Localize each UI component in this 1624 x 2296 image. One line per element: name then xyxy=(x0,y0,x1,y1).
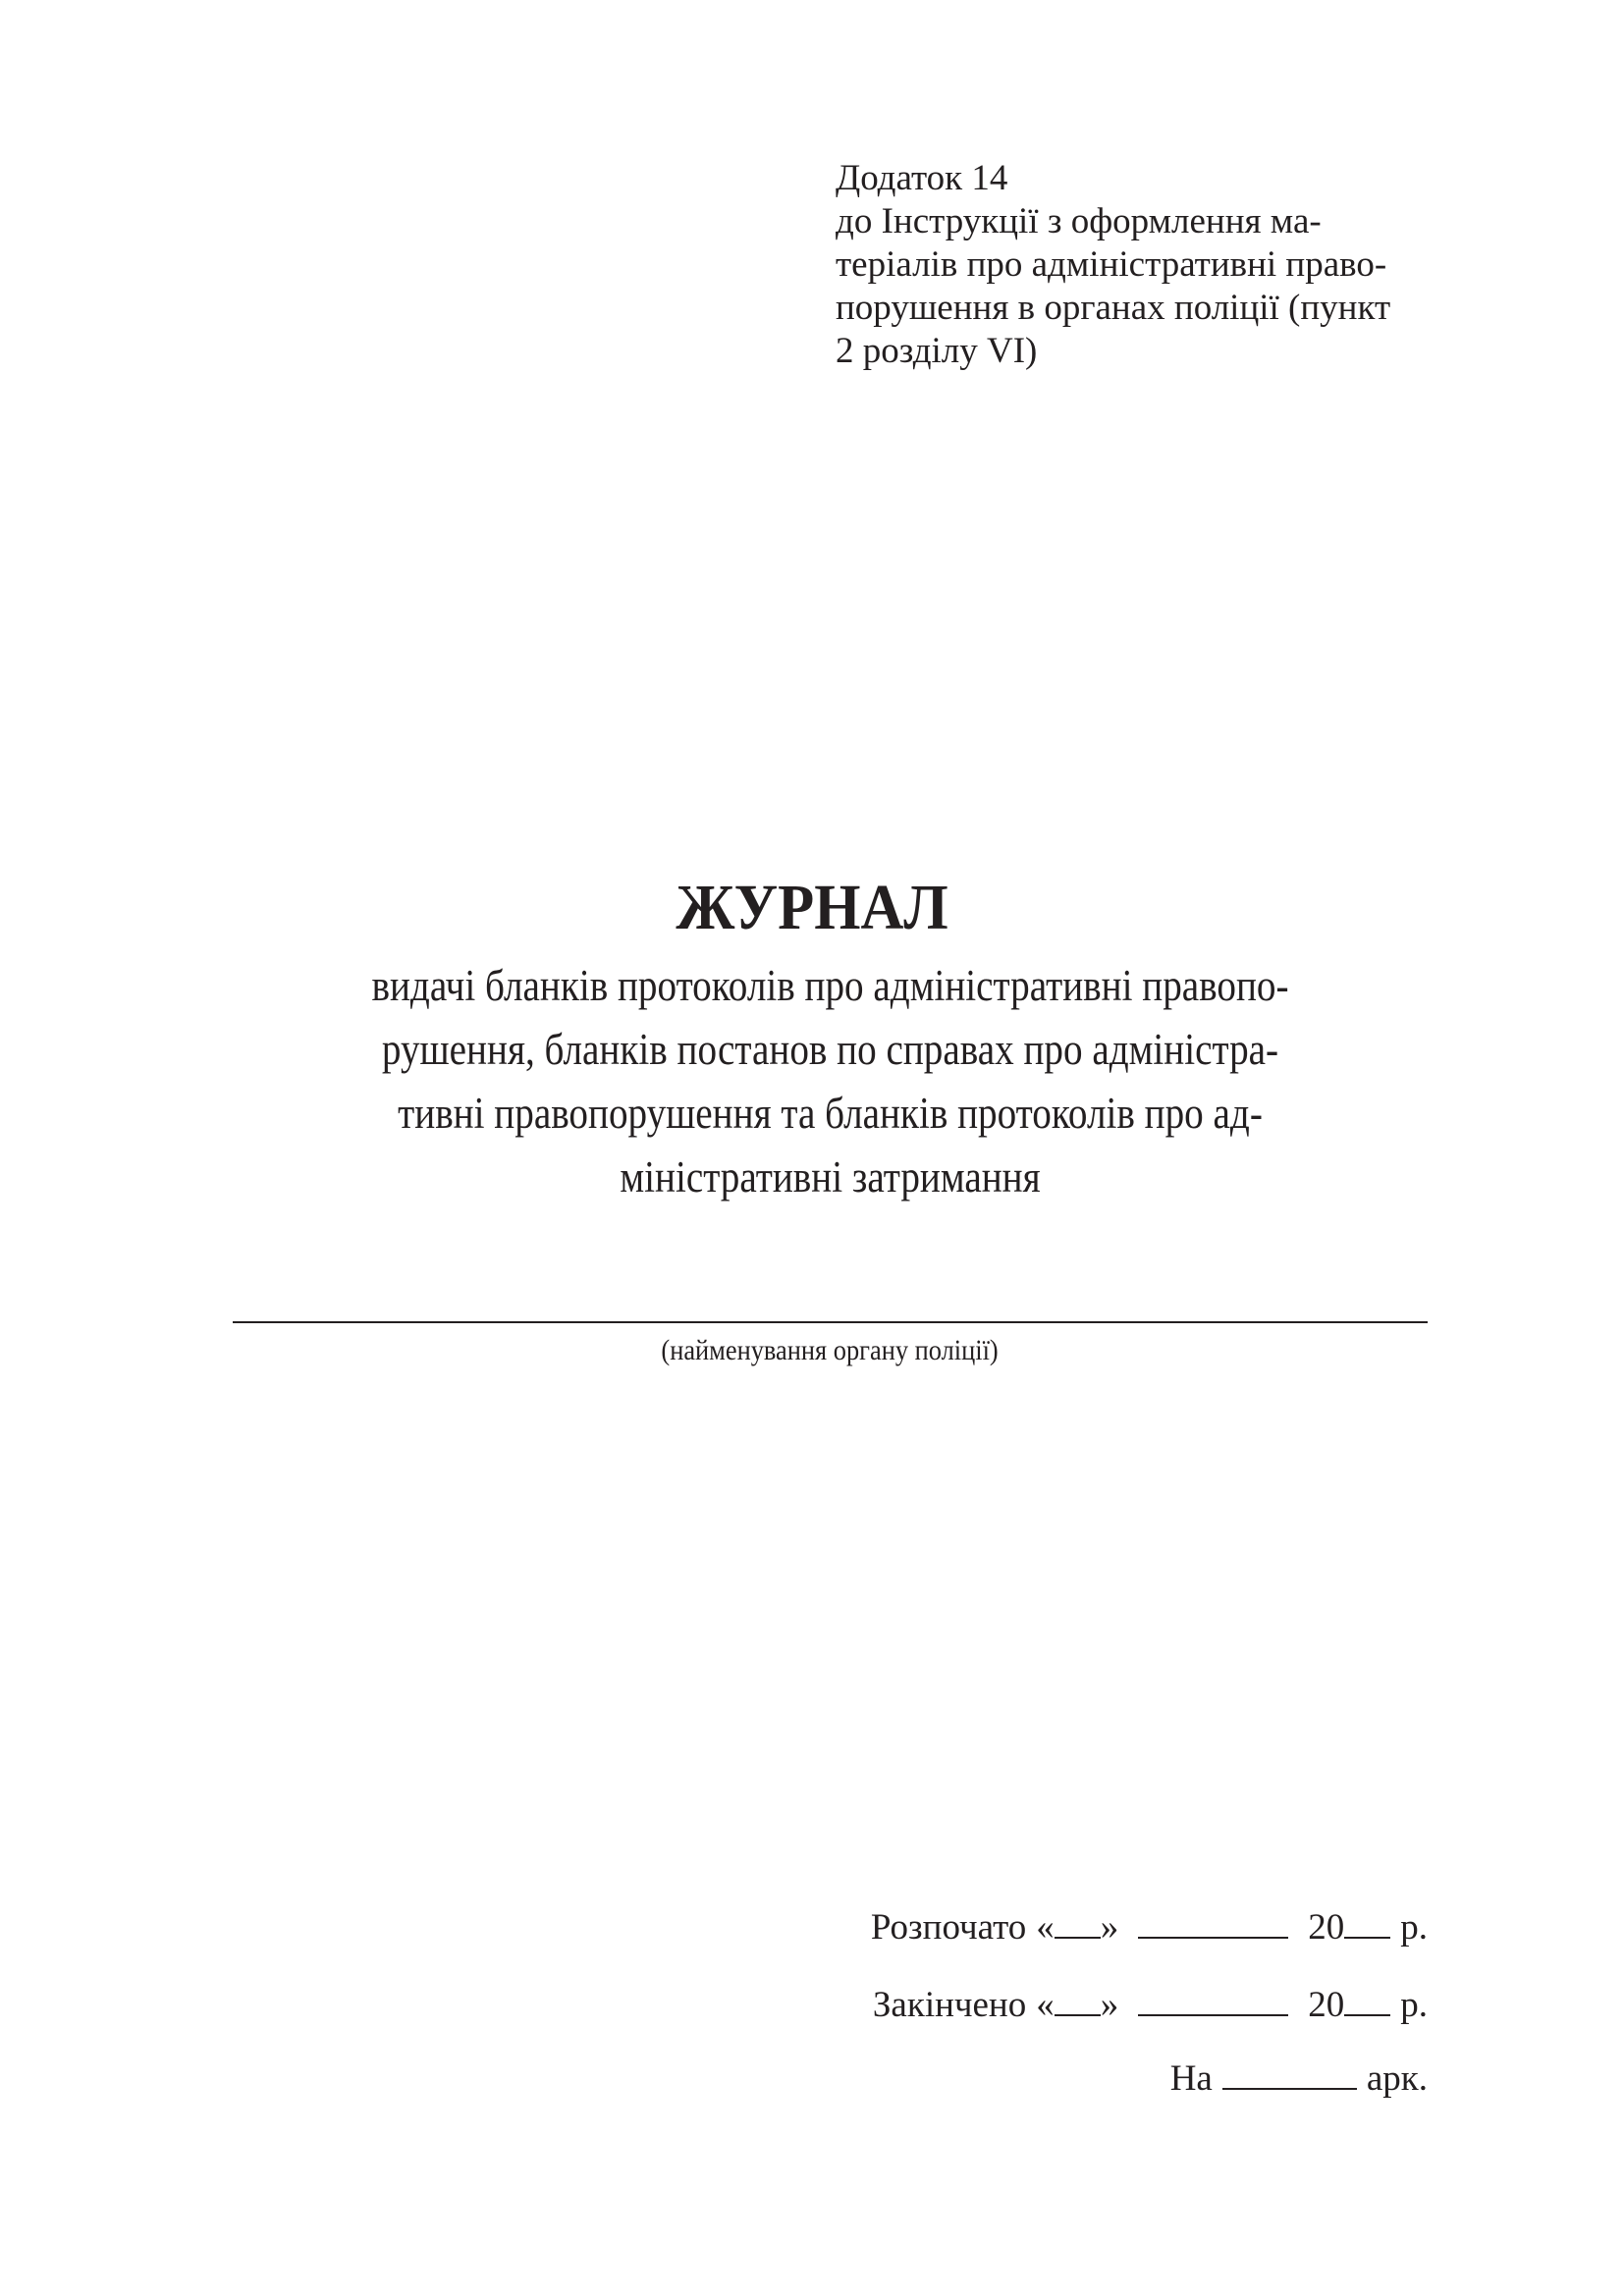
close-quote: » xyxy=(1100,1985,1119,2025)
started-label: Розпочато xyxy=(870,1907,1027,1948)
open-quote: « xyxy=(1036,1907,1055,1948)
open-quote: « xyxy=(1036,1985,1055,2025)
appendix-line: Додаток 14 xyxy=(836,158,1008,198)
started-year-field[interactable] xyxy=(1344,1909,1390,1939)
document-title: ЖУРНАЛ xyxy=(676,872,948,943)
police-body-name-caption xyxy=(233,1331,1428,1370)
sheets-count-row xyxy=(780,2060,1428,2097)
year-prefix: 20 xyxy=(1308,1907,1345,1948)
sheets-suffix: арк. xyxy=(1366,2058,1428,2099)
police-body-name-field[interactable] xyxy=(233,1321,1428,1323)
finished-month-field[interactable] xyxy=(1138,1987,1288,2016)
sheets-count-field[interactable] xyxy=(1222,2060,1357,2090)
document-subtitle xyxy=(233,954,1428,1209)
subtitle-line: рушення, бланків постанов по справах про адміністра- xyxy=(381,1025,1279,1074)
subtitle-line: тивні правопорушення та бланків протоколів про ад- xyxy=(398,1089,1263,1138)
sheets-prefix: На xyxy=(1169,2058,1213,2099)
caption-text: (найменування органу поліції) xyxy=(661,1334,1000,1366)
finished-label: Закінчено xyxy=(872,1985,1027,2025)
appendix-line: теріалів про адміністративні право- xyxy=(836,244,1387,285)
appendix-line: 2 розділу VI) xyxy=(836,331,1038,371)
year-suffix: р. xyxy=(1400,1985,1428,2025)
subtitle-line: видачі бланків протоколів про адміністративні правопо- xyxy=(371,961,1289,1010)
appendix-line: порушення в органах поліції (пункт xyxy=(836,288,1391,328)
journal-dates-block xyxy=(780,1909,1428,2097)
subtitle-line: міністративні затримання xyxy=(620,1152,1041,1201)
appendix-line: до Інструкції з оформлення ма- xyxy=(836,201,1322,241)
started-day-field[interactable] xyxy=(1055,1909,1101,1939)
started-date-row xyxy=(780,1909,1428,1946)
finished-day-field[interactable] xyxy=(1055,1987,1101,2016)
year-prefix: 20 xyxy=(1308,1985,1345,2025)
finished-year-field[interactable] xyxy=(1344,1987,1390,2016)
finished-date-row xyxy=(780,1987,1428,2023)
appendix-note xyxy=(836,157,1435,373)
started-month-field[interactable] xyxy=(1138,1909,1288,1939)
close-quote: » xyxy=(1100,1907,1119,1948)
year-suffix: р. xyxy=(1400,1907,1428,1948)
